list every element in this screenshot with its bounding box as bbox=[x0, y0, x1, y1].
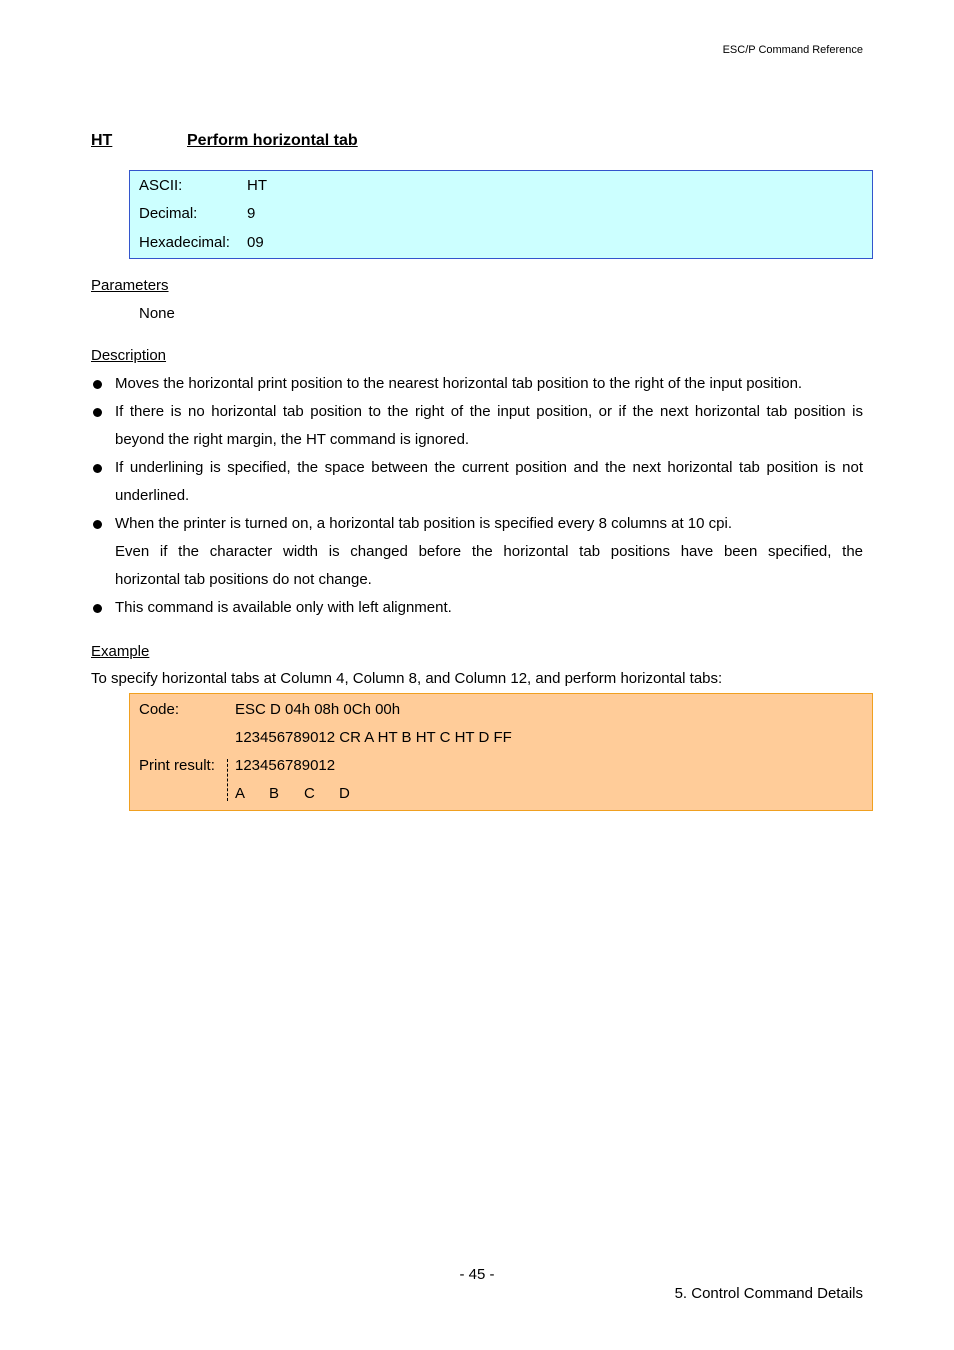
description-bullet-1: Moves the horizontal print position to the nearest horizontal tab position to the right of the input position. bbox=[115, 375, 803, 392]
description-bullet-3-line-1: If underlining is specified, the space between the current position and the next horizontal tab position is not bbox=[115, 459, 863, 476]
description-bullet-4-line-1: When the printer is turned on, a horizontal tab position is specified every 8 columns at 10 cpi. bbox=[115, 515, 732, 532]
example-result-label: Print result: bbox=[139, 757, 215, 774]
bullet-icon bbox=[93, 520, 102, 529]
bullet-icon bbox=[93, 408, 102, 417]
example-box bbox=[129, 693, 873, 811]
description-bullet-3-line-2: underlined. bbox=[115, 487, 190, 504]
parameters-heading: Parameters bbox=[91, 277, 169, 294]
example-result-letter-d: D bbox=[339, 785, 350, 802]
code-value-hex: 09 bbox=[247, 234, 264, 251]
example-intro: To specify horizontal tabs at Column 4, Column 8, and Column 12, and perform horizontal tabs: bbox=[91, 670, 723, 687]
command-name: HT bbox=[91, 132, 113, 149]
description-bullet-2-line-2: beyond the right margin, the HT command is ignored. bbox=[115, 431, 470, 448]
parameters-text: None bbox=[139, 305, 175, 322]
code-label-hex: Hexadecimal: bbox=[139, 234, 230, 251]
description-bullet-4-line-3: horizontal tab positions do not change. bbox=[115, 571, 372, 588]
left-margin-guide bbox=[227, 759, 228, 801]
description-heading: Description bbox=[91, 347, 167, 364]
example-result-letter-c: C bbox=[304, 785, 315, 802]
example-code-label: Code: bbox=[139, 701, 180, 718]
example-result-letter-a: A bbox=[235, 785, 246, 802]
code-value-decimal: 9 bbox=[247, 205, 256, 222]
bullet-icon bbox=[93, 464, 102, 473]
example-code-line-1: ESC D 04h 08h 0Ch 00h bbox=[235, 701, 401, 718]
bullet-icon bbox=[93, 604, 102, 613]
description-bullet-2-line-1: If there is no horizontal tab position to the right of the input position, or if the next horizontal tab position is bbox=[115, 403, 863, 420]
description-bullet-5: This command is available only with left alignment. bbox=[115, 599, 452, 616]
command-title: Perform horizontal tab bbox=[187, 132, 358, 149]
code-label-decimal: Decimal: bbox=[139, 205, 198, 222]
example-code-line-2: 123456789012 CR A HT B HT C HT D FF bbox=[235, 729, 512, 746]
code-table bbox=[129, 170, 873, 259]
example-result-letter-b: B bbox=[269, 785, 280, 802]
example-heading: Example bbox=[91, 643, 150, 660]
description-bullet-4-line-2: Even if the character width is changed before the horizontal tab positions have been specified, the bbox=[115, 543, 863, 560]
bullet-icon bbox=[93, 380, 102, 389]
code-label-ascii: ASCII: bbox=[139, 177, 183, 194]
footer-chapter: 5. Control Command Details bbox=[674, 1285, 863, 1302]
page-number: - 45 - bbox=[459, 1266, 495, 1283]
code-value-ascii: HT bbox=[247, 177, 267, 194]
example-result-line-1: 123456789012 bbox=[235, 757, 336, 774]
header-reference-title: ESC/P Command Reference bbox=[722, 44, 863, 56]
